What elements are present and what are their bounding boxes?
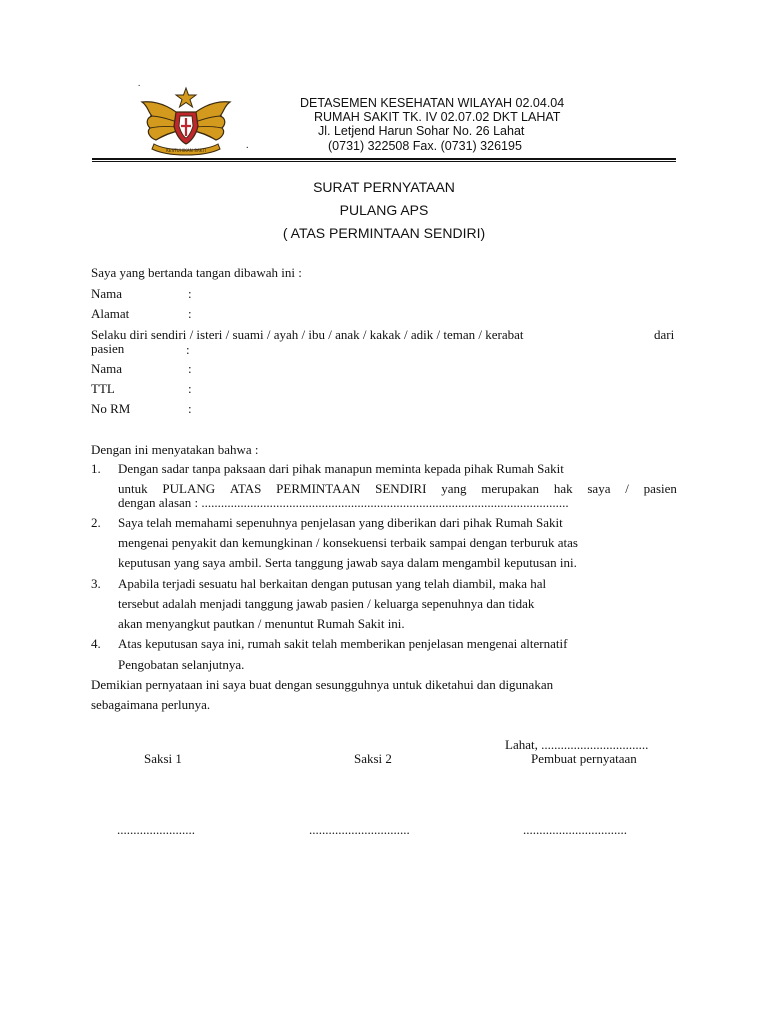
saksi-1-signature-line: ........................	[117, 822, 195, 837]
page-dot-mark: .	[138, 78, 141, 88]
doc-title-line-3: ( ATAS PERMINTAAN SENDIRI)	[282, 225, 486, 241]
word: yang	[441, 481, 467, 496]
field-label-ttl: TTL	[91, 381, 115, 396]
item-number: 4.	[91, 636, 101, 651]
item-2-line-2: mengenai penyakit dan kemungkinan / konsekuensi terbaik sampai dengan terburuk atas	[118, 535, 578, 550]
word: /	[625, 481, 629, 496]
item-4-line-2: Pengobatan selanjutnya.	[118, 657, 245, 672]
word: SENDIRI	[375, 481, 427, 496]
item-2-line-1: Saya telah memahami sepenuhnya penjelasan yang diberikan dari pihak Rumah Sakit	[118, 515, 563, 530]
field-colon: :	[186, 342, 190, 357]
pembuat-label: Pembuat pernyataan	[531, 751, 637, 766]
saksi-1-label: Saksi 1	[144, 751, 182, 766]
header-line-4: (0731) 322508 Fax. (0731) 326195	[328, 139, 522, 153]
item-3-line-3: akan menyangkut pautkan / menuntut Rumah Sakit ini.	[118, 616, 405, 631]
relation-options: Selaku diri sendiri / isteri / suami / ayah / ibu / anak / kakak / adik / teman / kerabat	[91, 327, 524, 342]
closing-line-2: sebagaimana perlunya.	[91, 697, 211, 712]
field-label-nama-pasien: Nama	[91, 361, 123, 376]
word: merupakan	[481, 481, 540, 496]
closing-line-1: Demikian pernyataan ini saya buat dengan sesungguhnya untuk diketahui dan digunakan	[91, 677, 554, 692]
header-line-2: RUMAH SAKIT TK. IV 02.07.02 DKT LAHAT	[314, 110, 561, 124]
saksi-2-signature-line: ...............................	[309, 822, 410, 837]
field-colon: :	[188, 381, 192, 396]
field-label-no-rm: No RM	[91, 401, 131, 416]
pembuat-signature-line: ................................	[523, 822, 627, 837]
word: ATAS	[229, 481, 262, 496]
item-number: 1.	[91, 461, 101, 476]
field-colon: :	[188, 361, 192, 376]
field-colon: :	[188, 306, 192, 321]
item-number: 3.	[91, 576, 101, 591]
header-line-1: DETASEMEN KESEHATAN WILAYAH 02.04.04	[300, 96, 565, 110]
emblem-banner-text: KESTUHIKAN SAKTI	[166, 148, 206, 153]
header-dot-mark: .	[246, 140, 249, 151]
field-colon: :	[188, 401, 192, 416]
field-label-nama: Nama	[91, 286, 123, 301]
statement-intro: Dengan ini menyatakan bahwa :	[91, 442, 259, 457]
doc-title-line-2: PULANG APS	[339, 202, 429, 218]
word: saya	[587, 481, 611, 496]
word: hak	[553, 481, 573, 496]
doc-title-line-1: SURAT PERNYATAAN	[313, 179, 455, 195]
word: untuk	[118, 481, 148, 496]
item-number: 2.	[91, 515, 101, 530]
header-divider	[92, 158, 676, 162]
header-line-3: Jl. Letjend Harun Sohar No. 26 Lahat	[318, 124, 525, 138]
item-3-line-2: tersebut adalah menjadi tanggung jawab pasien / keluarga sepenuhnya dan tidak	[118, 596, 535, 611]
item-4-line-1: Atas keputusan saya ini, rumah sakit telah memberikan penjelasan mengenai alternatif	[118, 636, 568, 651]
field-colon: :	[188, 286, 192, 301]
relation-dari: dari	[654, 327, 675, 342]
relation-pasien: pasien	[91, 341, 125, 356]
item-1-line-1: Dengan sadar tanpa paksaan dari pihak manapun meminta kepada pihak Rumah Sakit	[118, 461, 564, 476]
word: PULANG	[162, 481, 216, 496]
word: PERMINTAAN	[276, 481, 361, 496]
place-date: Lahat, .................................	[505, 737, 649, 752]
item-2-line-3: keputusan yang saya ambil. Serta tanggung jawab saya dalam mengambil keputusan ini.	[118, 555, 577, 570]
word: pasien	[643, 481, 677, 496]
intro-text: Saya yang bertanda tangan dibawah ini :	[91, 265, 302, 280]
emblem-logo	[138, 86, 234, 158]
field-label-alamat: Alamat	[91, 306, 130, 321]
item-1-line-3: dengan alasan : .................................................................................................................	[118, 495, 569, 510]
item-3-line-1: Apabila terjadi sesuatu hal berkaitan dengan putusan yang telah diambil, maka hal	[118, 576, 547, 591]
saksi-2-label: Saksi 2	[354, 751, 392, 766]
